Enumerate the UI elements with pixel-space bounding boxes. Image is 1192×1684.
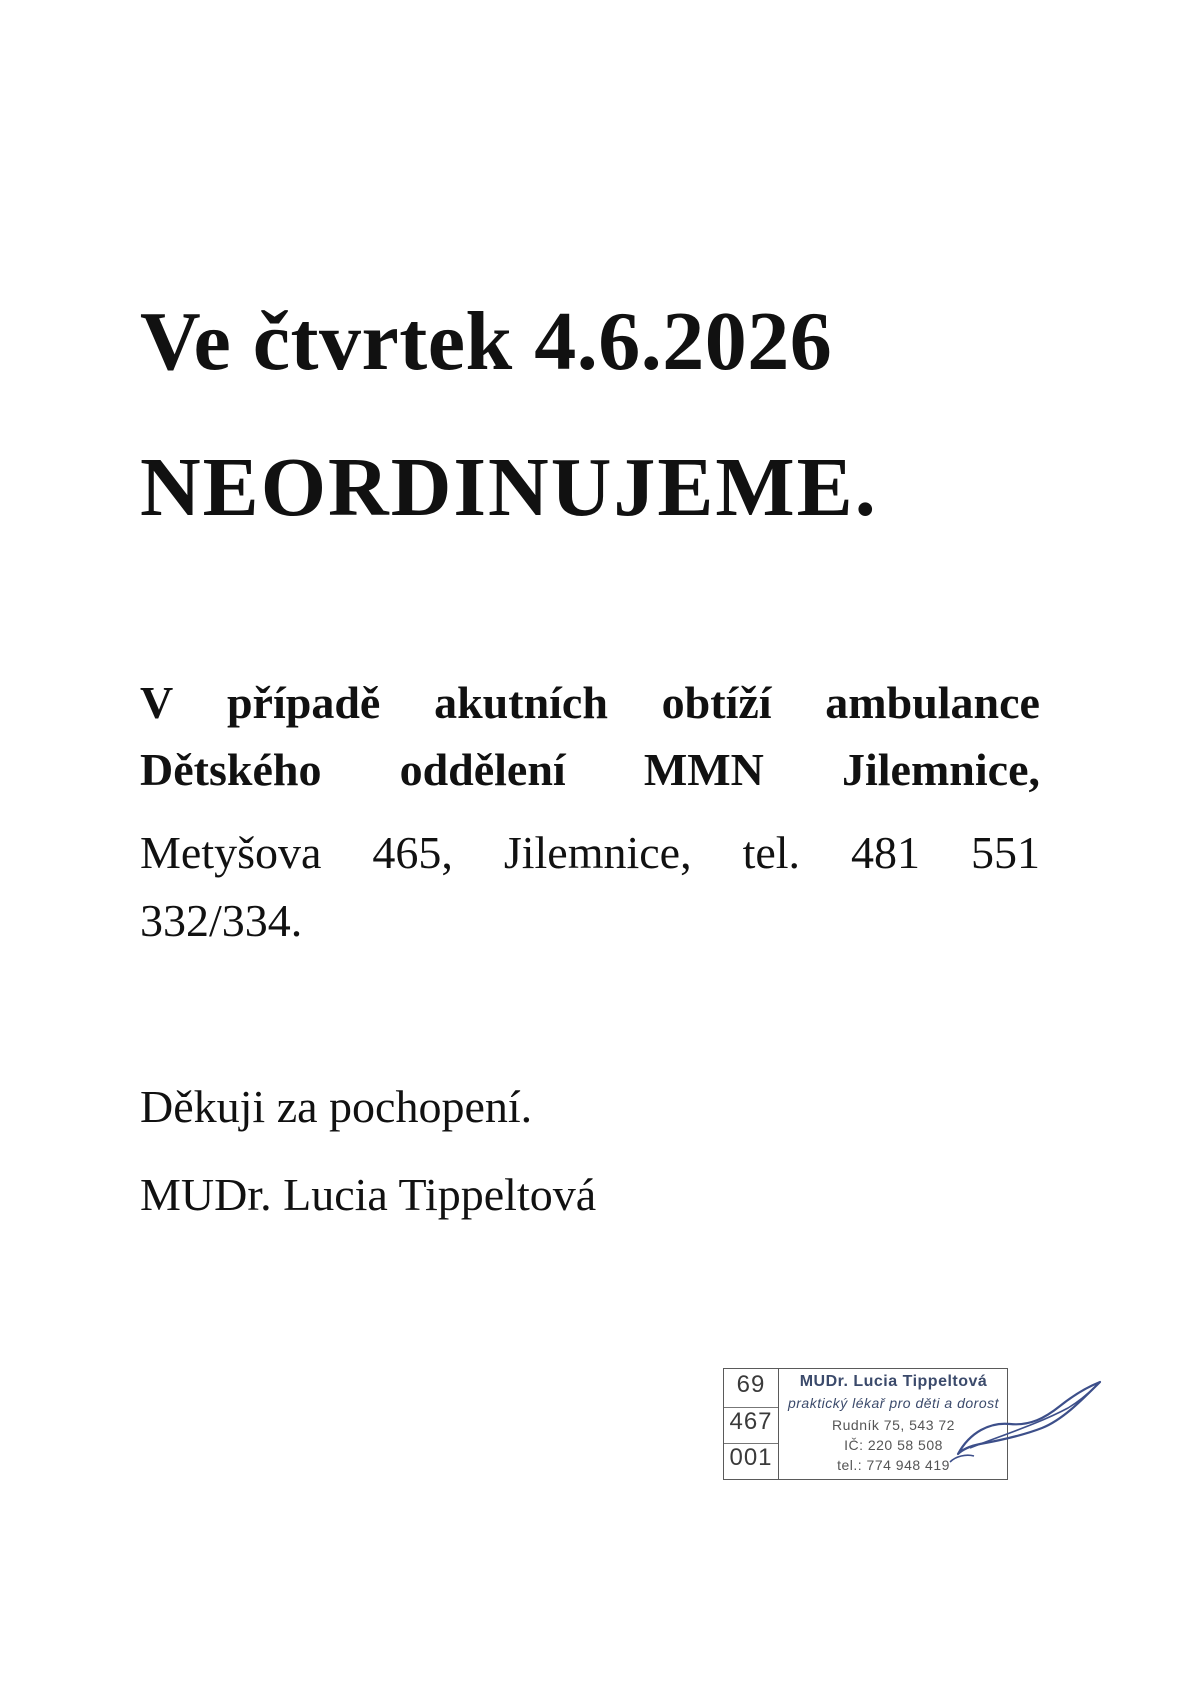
word: 481 bbox=[851, 827, 920, 878]
stamp-code-3: 001 bbox=[724, 1443, 778, 1472]
word: oddělení bbox=[399, 744, 566, 795]
word: akutních bbox=[434, 677, 608, 728]
stamp-ic: IČ: 220 58 508 bbox=[844, 1437, 943, 1453]
word: ambulance bbox=[825, 677, 1040, 728]
notice-closed-heading: NEORDINUJEME. bbox=[140, 441, 878, 534]
word: MMN bbox=[643, 744, 764, 795]
word: Metyšova bbox=[140, 827, 322, 878]
stamp-role: praktický lékař pro děti a dorost bbox=[787, 1395, 1000, 1411]
stamp-code-column bbox=[724, 1369, 779, 1479]
stamp-code-2: 467 bbox=[724, 1407, 778, 1436]
stamp-name: MUDr. Lucia Tippeltová bbox=[799, 1373, 988, 1390]
stamp-phone: tel.: 774 948 419 bbox=[837, 1457, 950, 1473]
phone-continuation-line: 332/334. bbox=[140, 895, 303, 946]
address-line bbox=[140, 827, 1040, 878]
handwritten-signature bbox=[950, 1362, 1110, 1472]
word: Jilemnice, bbox=[503, 827, 692, 878]
notice-date-heading: Ve čtvrtek 4.6.2026 bbox=[140, 295, 833, 388]
word: tel. bbox=[742, 827, 801, 878]
word: 465, bbox=[372, 827, 453, 878]
word: 551 bbox=[970, 827, 1040, 878]
thanks-text: Děkuji za pochopení. bbox=[140, 1081, 533, 1132]
acute-care-line-2 bbox=[140, 744, 1040, 795]
acute-care-line-1 bbox=[140, 677, 1040, 728]
word: Dětského bbox=[140, 744, 322, 795]
word: V bbox=[140, 677, 174, 728]
word: Jilemnice, bbox=[842, 744, 1040, 795]
stamp-code-1: 69 bbox=[736, 1371, 766, 1398]
stamp-address: Rudník 75, 543 72 bbox=[832, 1417, 955, 1433]
doctor-name: MUDr. Lucia Tippeltová bbox=[140, 1169, 597, 1220]
word: obtíží bbox=[661, 677, 772, 728]
word: případě bbox=[226, 677, 381, 728]
